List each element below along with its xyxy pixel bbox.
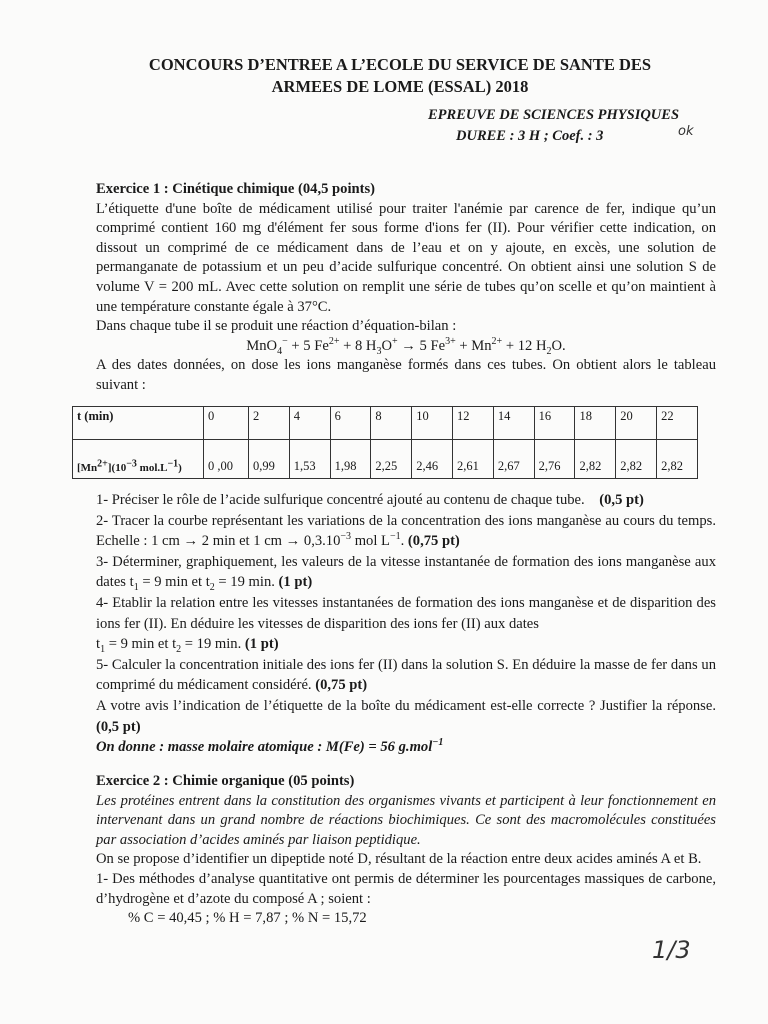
time-cell: 8 [371,407,412,440]
exercise1-intro: L’étiquette d'une boîte de médicament utilisé pour traiter l'anémie par carence de fer, indique qu’un comprimé contient 160 mg d'élément fer sous forme d'ions fer (II). Pour vérifier cette indication, on dissout un comprimé de ce médicament dans de l’eau et on y ajoute, en excès, une solution de permanganate de potassium et un peu d’acide sulfurique concentré. On obtient ainsi une solution S de volume V = 200 mL. Avec cette solution on remplit une série de tubes qu’on scelle et qu’on maintient à une température constante égale à 37°C. [96,200,716,315]
given-data: On donne : masse molaire atomique : M(Fe) = 56 g.mol$^{-1}$ [96,737,444,756]
exercise2-aim: On se propose d’identifier un dipeptide noté D, résultant de la réaction entre deux acides aminés A et B. [96,851,702,868]
reaction-equation: MnO$_4$− + 5 $Fe^{2+} + 8$ $H_3O^+ \to 5$ $Fe^{3+} + Mn^{2+} + 12$ $H_2O$. [246,335,566,357]
concentration-cell: 2,82 [616,440,657,479]
exercise2-question-1: 1- Des méthodes d’analyse quantitative ont permis de déterminer les pourcentages massiques de carbone, d’hydrogène et d’azote du composé A ; soient : [96,870,716,907]
concentration-cell: 2,67 [493,440,534,479]
concentration-cell: 1,53 [289,440,330,479]
exercise2-intro: Les protéines entrent dans la constitution des organismes vivants et participent à leur fonctionnement en intervenant dans un grand nombre de réactions biochimiques. Ce sont des macromolécules constituées par association d’acides aminés par liaison peptidique. [96,792,716,848]
time-cell: 22 [657,407,698,440]
mass-percentages: % C = 40,45 ; % H = 7,87 ; % N = 15,72 [128,910,367,927]
concentration-cell: 0 ,00 [204,440,249,479]
concentration-cell: 2,82 [575,440,616,479]
time-cell: 0 [204,407,249,440]
handwritten-mark: ok [678,124,694,139]
exercise1-questions [96,490,716,758]
time-cell: 6 [330,407,371,440]
concentration-row [73,440,698,479]
exercise2-title: Exercice 2 : Chimie organique (05 points) [96,773,355,789]
question-4: 4- Etablir la relation entre les vitesses instantanées de formation des ions manganèse et de disparition des ions fer (II). En déduire les vitesses de disparition des ions fer (II) aux dates $t_1 = 9$ min et $t_2 = 19$ min. (1 pt) [96,594,716,656]
concentration-cell: 2,46 [412,440,453,479]
exercise2-section [96,772,716,929]
time-cell: 20 [616,407,657,440]
concentration-cell: 2,61 [453,440,494,479]
question-2: 2- Tracer la courbe représentant les variations de la concentration des ions manganèse au cours du temps. Echelle : 1 cm → 2 min et 1 cm → $0,3.10^{-3}$ mol $L^{-1}$. (0,75 pt) [96,512,716,550]
question-1: 1- Préciser le rôle de l’acide sulfurique concentré ajouté au contenu de chaque tube. (0,5 pt) [96,492,644,508]
exam-title-line1: CONCOURS D’ENTREE A L’ECOLE DU SERVICE DE SANTE DES [148,55,652,74]
time-header: t (min) [73,407,204,440]
concentration-cell: 2,25 [371,440,412,479]
question-3: 3- Déterminer, graphiquement, les valeurs de la vitesse instantanée de formation des ions manganèse aux dates $t_1 = 9$ min et $t_2 = 19$ min. (1 pt) [96,553,716,594]
exam-title-line2: ARMEES DE LOME (ESSAL) 2018 [271,77,529,96]
time-row [73,407,698,440]
time-cell: 12 [453,407,494,440]
question-5: 5- Calculer la concentration initiale des ions fer (II) dans la solution S. En déduire la masse de fer dans un comprimé du médicament considéré. (0,75 pt) [96,656,716,694]
time-cell: 18 [575,407,616,440]
concentration-cell: 2,76 [534,440,575,479]
time-cell: 10 [412,407,453,440]
exercise1-section [96,180,716,396]
reaction-intro: Dans chaque tube il se produit une réaction d’équation-bilan : [96,318,457,335]
time-cell: 14 [493,407,534,440]
subject-label: EPREUVE DE SCIENCES PHYSIQUES [428,107,680,123]
concentration-cell: 2,82 [657,440,698,479]
time-cell: 16 [534,407,575,440]
time-cell: 4 [289,407,330,440]
concentration-table [72,406,698,479]
time-cell: 2 [248,407,289,440]
concentration-cell: 1,98 [330,440,371,479]
exercise1-title: Exercice 1 : Cinétique chimique (04,5 points) [96,181,376,197]
concentration-cell: 0,99 [248,440,289,479]
concentration-header: $[Mn^{2+}](10^{-3}$ $mol.L^{-1}$) [73,440,204,479]
question-6: A votre avis l’indication de l’étiquette de la boîte du médicament est-elle correcte ? Justifier la réponse. (0,5 pt) [96,697,716,735]
table-intro: A des dates données, on dose les ions manganèse formés dans ces tubes. On obtient alors le tableau suivant : [96,357,716,393]
page-number: 1/3 [652,936,691,964]
duration-label: DUREE : 3 H ; Coef. : 3 [456,128,604,144]
